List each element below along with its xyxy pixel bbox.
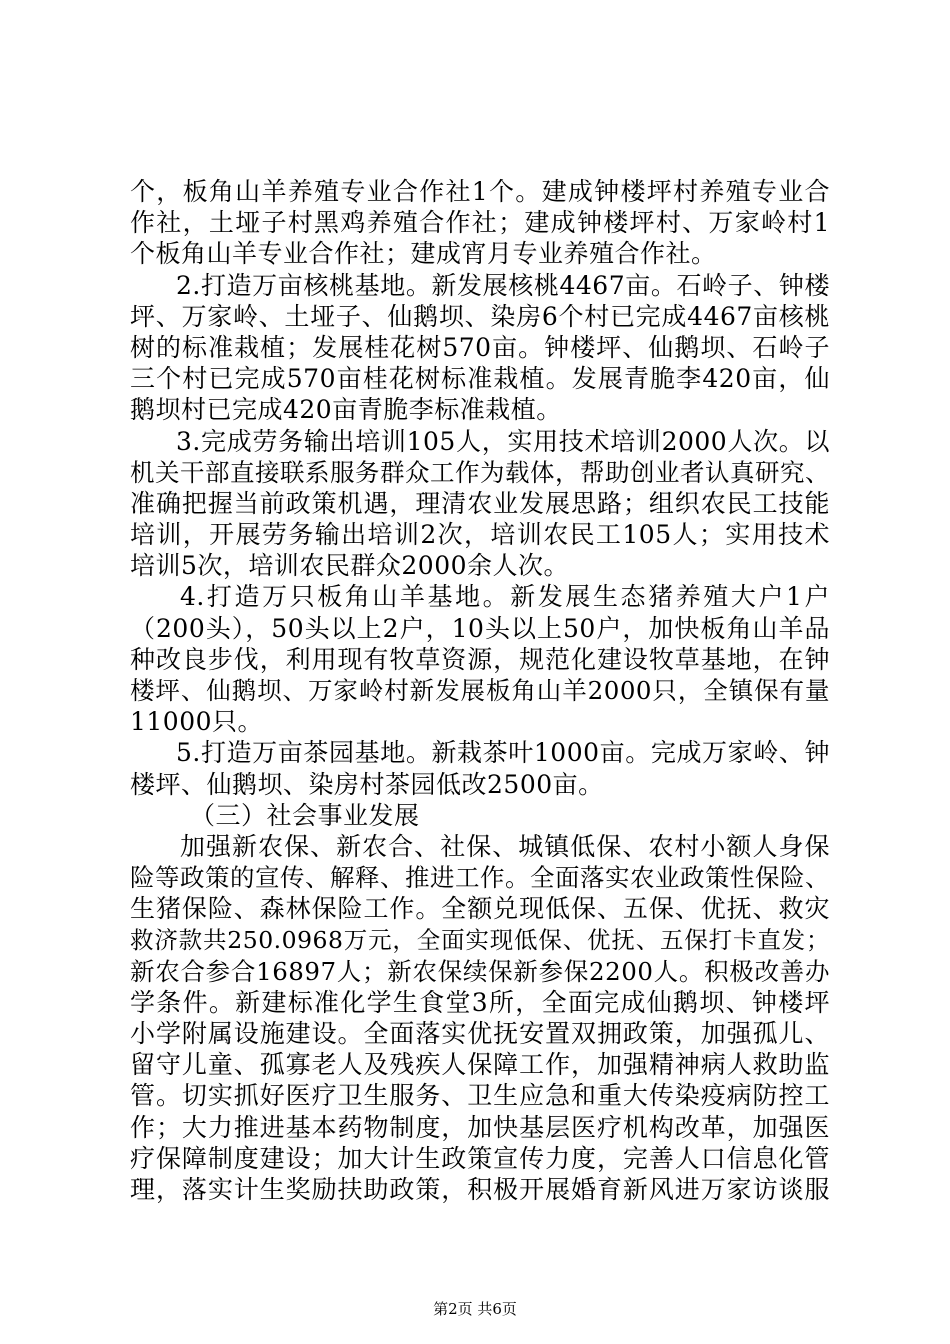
text-line: 2.打造万亩核桃基地。新发展核桃4467亩。石岭子、钟楼 bbox=[176, 270, 830, 300]
document-body bbox=[130, 176, 830, 1205]
text-line: 种改良步伐，利用现有牧草资源，规范化建设牧草基地，在钟 bbox=[130, 644, 830, 674]
text-line: 学条件。新建标准化学生食堂3所，全面完成仙鹅坝、钟楼坪 bbox=[130, 987, 830, 1017]
text-line: 留守儿童、孤寡老人及残疾人保障工作，加强精神病人救助监 bbox=[130, 1050, 830, 1080]
text-line: 救济款共250.0968万元，全面实现低保、优抚、五保打卡直发； bbox=[130, 925, 830, 954]
text-line: 楼坪、仙鹅坝、染房村茶园低改2500亩。 bbox=[130, 769, 604, 799]
text-line: 小学附属设施建设。全面落实优抚安置双拥政策，加强孤儿、 bbox=[130, 1019, 830, 1049]
text-line: 新农合参合16897人；新农保续保新参保2200人。积极改善办 bbox=[130, 956, 830, 986]
text-line: 11000只。 bbox=[130, 707, 264, 737]
text-line: （三）社会事业发展 bbox=[190, 800, 420, 830]
text-line: 作社，土垭子村黑鸡养殖合作社；建成钟楼坪村、万家岭村1 bbox=[130, 208, 830, 238]
text-line: 坪、万家岭、土垭子、仙鹅坝、染房6个村已完成4467亩核桃 bbox=[130, 301, 830, 331]
text-line: 疗保障制度建设；加大计生政策宣传力度，完善人口信息化管 bbox=[130, 1143, 830, 1173]
text-line: 准确把握当前政策机遇，理清农业发展思路；组织农民工技能 bbox=[130, 488, 830, 518]
text-line: 培训5次，培训农民群众2000余人次。 bbox=[130, 551, 570, 581]
page-number-label: 第2页 共6页 bbox=[433, 1300, 517, 1318]
text-line: 培训，开展劳务输出培训2次，培训农民工105人；实用技术 bbox=[130, 520, 830, 550]
text-line: 险等政策的宣传、解释、推进工作。全面落实农业政策性保险、 bbox=[130, 863, 830, 893]
text-line: 理，落实计生奖励扶助政策，积极开展婚育新风进万家访谈服 bbox=[130, 1175, 830, 1204]
text-line: 树的标准栽植；发展桂花树570亩。钟楼坪、仙鹅坝、石岭子 bbox=[130, 332, 830, 362]
text-line: 作；大力推进基本药物制度，加快基层医疗机构改革，加强医 bbox=[130, 1112, 830, 1142]
text-line: （200头），50头以上2户，10头以上50户，加快板角山羊品 bbox=[130, 613, 830, 643]
text-line: 管。切实抓好医疗卫生服务、卫生应急和重大传染疫病防控工 bbox=[130, 1081, 830, 1111]
text-line: 生猪保险、森林保险工作。全额兑现低保、五保、优抚、救灾 bbox=[130, 894, 830, 924]
text-line: 楼坪、仙鹅坝、万家岭村新发展板角山羊2000只，全镇保有量 bbox=[130, 676, 830, 705]
text-line: 三个村已完成570亩桂花树标准栽植。发展青脆李420亩，仙 bbox=[130, 364, 830, 394]
page-footer bbox=[0, 1299, 950, 1319]
text-line: 4.打造万只板角山羊基地。新发展生态猪养殖大户1户 bbox=[180, 582, 830, 612]
text-line: 个，板角山羊养殖专业合作社1个。建成钟楼坪村养殖专业合 bbox=[130, 177, 830, 206]
text-line: 鹅坝村已完成420亩青脆李标准栽植。 bbox=[130, 395, 562, 425]
text-line: 3.完成劳务输出培训105人，实用技术培训2000人次。以 bbox=[176, 426, 830, 456]
text-line: 5.打造万亩茶园基地。新栽茶叶1000亩。完成万家岭、钟 bbox=[176, 738, 830, 768]
text-line: 加强新农保、新农合、社保、城镇低保、农村小额人身保 bbox=[180, 831, 830, 861]
text-line: 个板角山羊专业合作社；建成宵月专业养殖合作社。 bbox=[130, 239, 717, 269]
text-line: 机关干部直接联系服务群众工作为载体，帮助创业者认真研究、 bbox=[130, 457, 830, 487]
